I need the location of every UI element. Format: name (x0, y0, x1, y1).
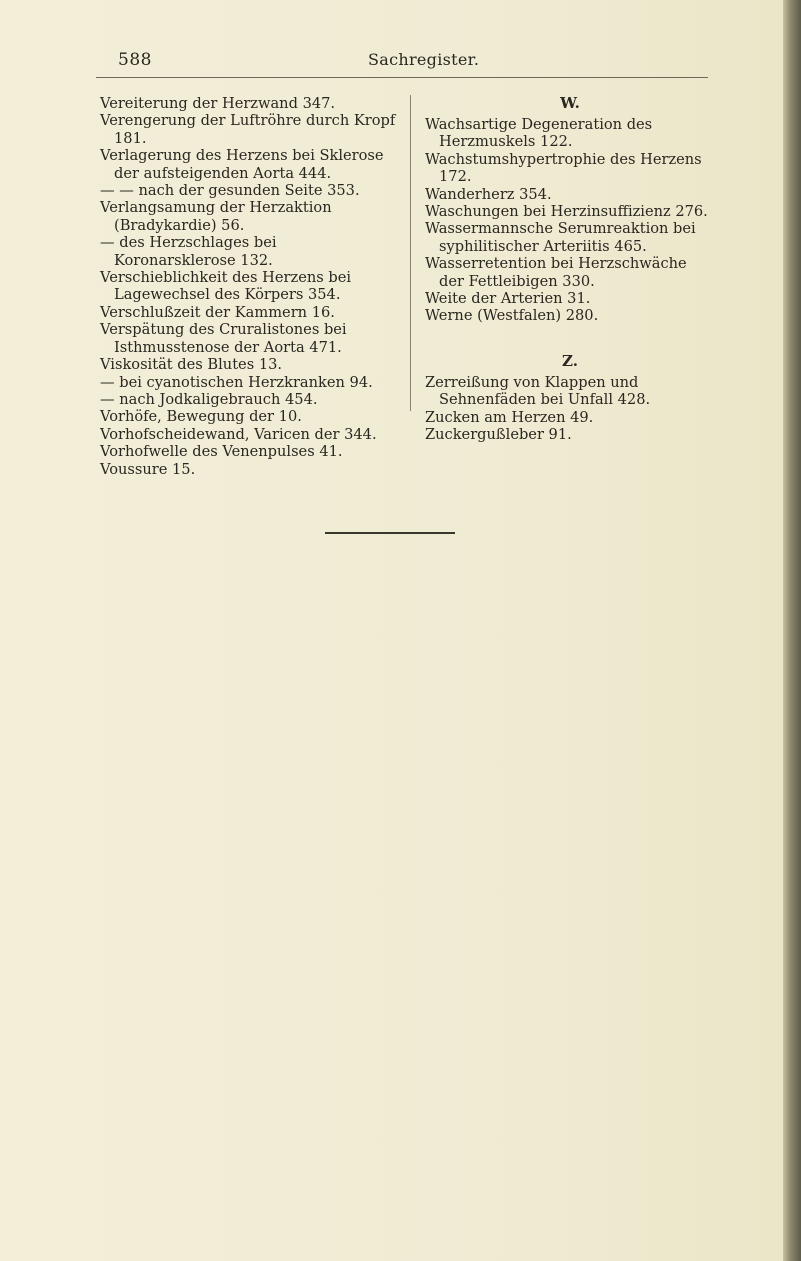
index-entry: Wachsartige Degeneration des Herzmuskels 122. (425, 116, 653, 151)
index-entry: Zuckergußleber 91. (425, 426, 572, 444)
index-entry: Verschieblichkeit des Herzens bei Lagewechsel des Körpers 354. (100, 269, 352, 304)
index-entry: Verspätung des Cruralistones bei Isthmusstenose der Aorta 471. (100, 321, 347, 356)
index-entry: Zerreißung von Klappen und Sehnenfäden bei Unfall 428. (425, 373, 651, 409)
index-entry: Waschungen bei Herzinsuffizienz 276. (425, 203, 708, 221)
index-entry: Viskosität des Blutes 13. (100, 356, 283, 374)
index-entry: Voussure 15. (100, 460, 196, 478)
index-entry: Verlangsamung der Herzaktion (Bradykardie) 56. (100, 199, 332, 234)
index-entry: Vorhöfe, Bewegung der 10. (100, 408, 302, 426)
index-entry: Vereiterung der Herzwand 347. (100, 95, 336, 112)
index-entry: Wasserretention bei Herzschwäche der Fettleibigen 330. (425, 255, 687, 290)
index-entry: Weite der Arterien 31. (425, 290, 591, 308)
section-spacer (425, 325, 715, 353)
index-entry: Wachstumshypertrophie des Herzens 172. (425, 150, 702, 186)
section-heading-w: W. (560, 94, 580, 112)
index-entry: Vorhofwelle des Venenpulses 41. (100, 443, 343, 461)
running-title: Sachregister. (368, 50, 480, 69)
header-rule (96, 77, 708, 78)
index-entry: Verschlußzeit der Kammern 16. (100, 303, 335, 321)
index-entry: Verlagerung des Herzens bei Sklerose der aufsteigenden Aorta 444. (100, 147, 384, 182)
page-number: 588 (118, 50, 152, 70)
end-rule (325, 532, 455, 534)
index-entry: Wanderherz 354. (425, 185, 552, 203)
column-divider (410, 95, 411, 411)
index-entry: Vorhofscheidewand, Varicen der 344. (100, 425, 377, 443)
index-entry: — des Herzschlages bei Koronarsklerose 132. (100, 234, 277, 269)
page-edge-shadow (783, 0, 801, 1261)
index-entry: Werne (Westfalen) 280. (425, 307, 599, 325)
index-entry: — — nach der gesunden Seite 353. (100, 182, 360, 200)
index-entry: Verengerung der Luftröhre durch Kropf 181. (100, 112, 396, 147)
index-entry: — bei cyanotischen Herzkranken 94. (100, 373, 373, 391)
right-column (425, 95, 715, 444)
left-column (100, 95, 400, 478)
page-header (118, 50, 708, 76)
section-heading-z: Z. (562, 351, 578, 370)
index-entry: Zucken am Herzen 49. (425, 408, 594, 426)
index-entry: — nach Jodkaligebrauch 454. (100, 390, 318, 408)
index-entry: Wassermannsche Serumreaktion bei syphilitischer Arteriitis 465. (425, 220, 696, 255)
